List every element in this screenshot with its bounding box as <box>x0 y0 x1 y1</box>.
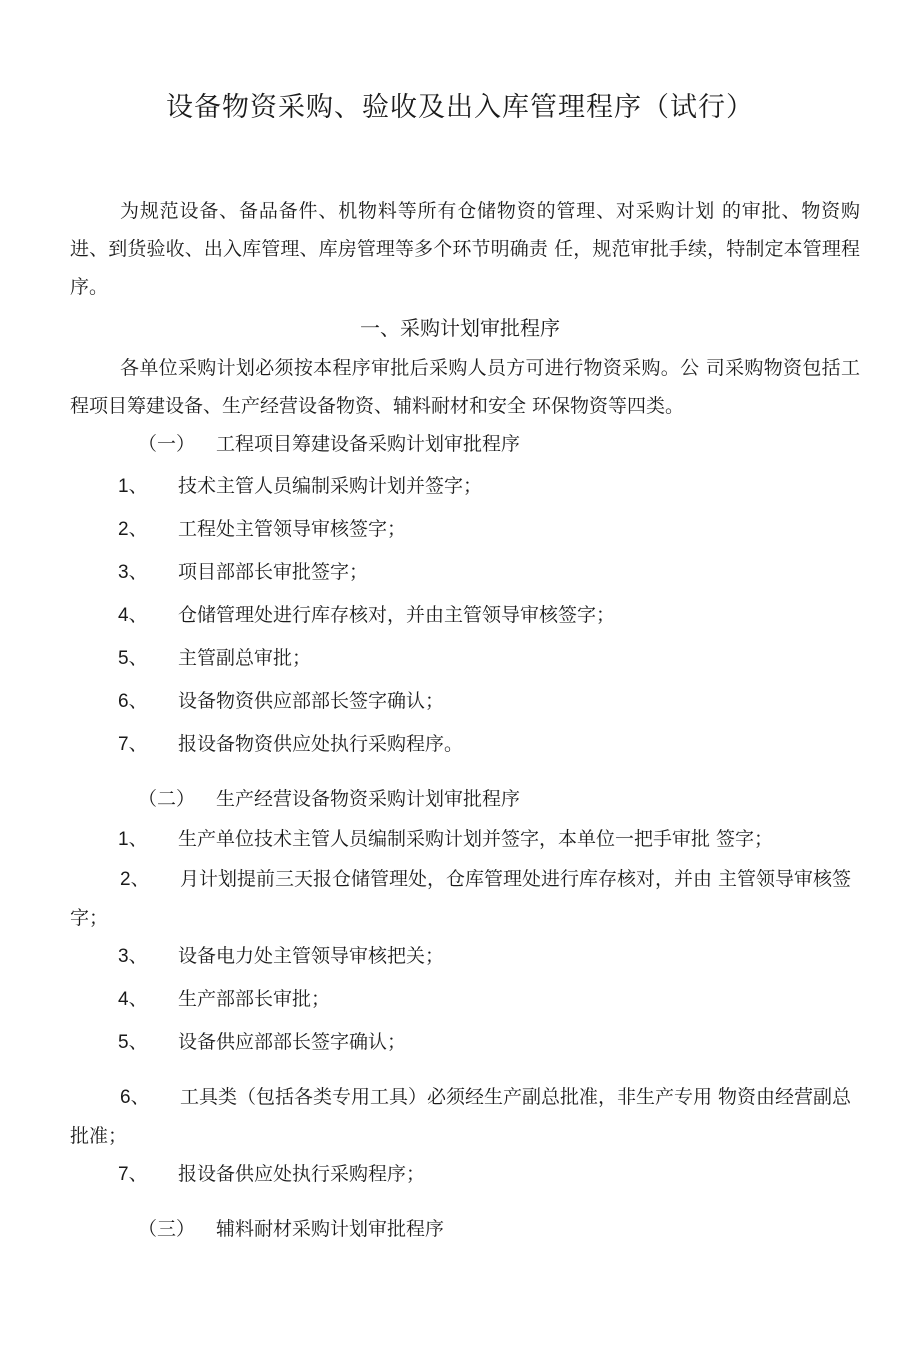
list-item <box>70 639 860 678</box>
item-number: 1、 <box>118 476 148 497</box>
list-item <box>70 725 860 764</box>
item-text: 生产单位技术主管人员编制采购计划并签字，本单位一把手审批 签字； <box>178 828 774 850</box>
item-number: 2、 <box>118 519 148 540</box>
list-item <box>70 1023 860 1062</box>
item-number: 7、 <box>118 734 148 755</box>
list-item <box>70 467 860 506</box>
subsection-heading <box>138 426 520 462</box>
item-text: 工程处主管领导审核签字； <box>178 518 407 540</box>
document-title: 设备物资采购、验收及出入库管理程序（试行） <box>166 92 754 123</box>
item-text: 工具类（包括各类专用工具）必须经生产副总批准，非生产专用 物资由经营副总批准； <box>70 1086 852 1147</box>
item-text: 技术主管人员编制采购计划并签字； <box>178 475 483 497</box>
subsection-label: （一） <box>138 433 196 455</box>
list-item <box>70 553 860 592</box>
item-number: 3、 <box>118 562 148 583</box>
list-item <box>70 1078 860 1155</box>
subsection-title: 生产经营设备物资采购计划审批程序 <box>216 788 521 810</box>
item-text: 主管副总审批； <box>178 647 312 669</box>
section-paragraph: 各单位采购计划必须按本程序审批后采购人员方可进行物资采购。公 司采购物资包括工程项目筹建设备、生产经营设备物资、辅料耐材和安全 环保物资等四类。 <box>70 357 860 417</box>
item-text: 生产部部长审批； <box>178 988 331 1010</box>
subsection-title: 工程项目筹建设备采购计划审批程序 <box>216 433 521 455</box>
item-number: 1、 <box>118 829 148 850</box>
list-item <box>70 860 860 937</box>
subsection-label: （二） <box>138 788 196 810</box>
item-number: 4、 <box>118 605 148 626</box>
item-number: 3、 <box>118 946 148 967</box>
list-item <box>70 980 860 1019</box>
item-number: 5、 <box>118 1032 148 1053</box>
subsection-label: （三） <box>138 1218 196 1240</box>
intro-paragraph: 为规范设备、备品备件、机物料等所有仓储物资的管理、对采购计划 的审批、物资购进、到货验收、出入库管理、库房管理等多个环节明确责 任，规范审批手续，特制定本管理程序。 <box>70 200 860 298</box>
item-text: 设备电力处主管领导审核把关； <box>178 945 445 967</box>
item-number: 5、 <box>118 648 148 669</box>
item-text: 设备物资供应部部长签字确认； <box>178 690 445 712</box>
item-text: 仓储管理处进行库存核对，并由主管领导审核签字； <box>178 604 616 626</box>
section-heading: 一、采购计划审批程序 <box>360 316 560 340</box>
list-item <box>70 1155 860 1194</box>
subsection-heading <box>138 781 520 817</box>
subsection-heading <box>138 1211 444 1247</box>
item-text: 设备供应部部长签字确认； <box>178 1031 407 1053</box>
item-number: 7、 <box>118 1164 148 1185</box>
item-text: 报设备物资供应处执行采购程序。 <box>178 733 464 755</box>
item-text: 月计划提前三天报仓储管理处，仓库管理处进行库存核对，并由 主管领导审核签字； <box>70 868 852 929</box>
list-item <box>70 682 860 721</box>
list-item <box>70 510 860 549</box>
item-number: 4、 <box>118 989 148 1010</box>
list-item <box>70 820 860 859</box>
item-number: 6、 <box>120 1087 150 1108</box>
subsection-title: 辅料耐材采购计划审批程序 <box>216 1218 445 1240</box>
item-text: 项目部部长审批签字； <box>178 561 369 583</box>
list-item <box>70 937 860 976</box>
list-item <box>70 596 860 635</box>
item-text: 报设备供应处执行采购程序； <box>178 1163 426 1185</box>
item-number: 2、 <box>120 869 150 890</box>
item-number: 6、 <box>118 691 148 712</box>
